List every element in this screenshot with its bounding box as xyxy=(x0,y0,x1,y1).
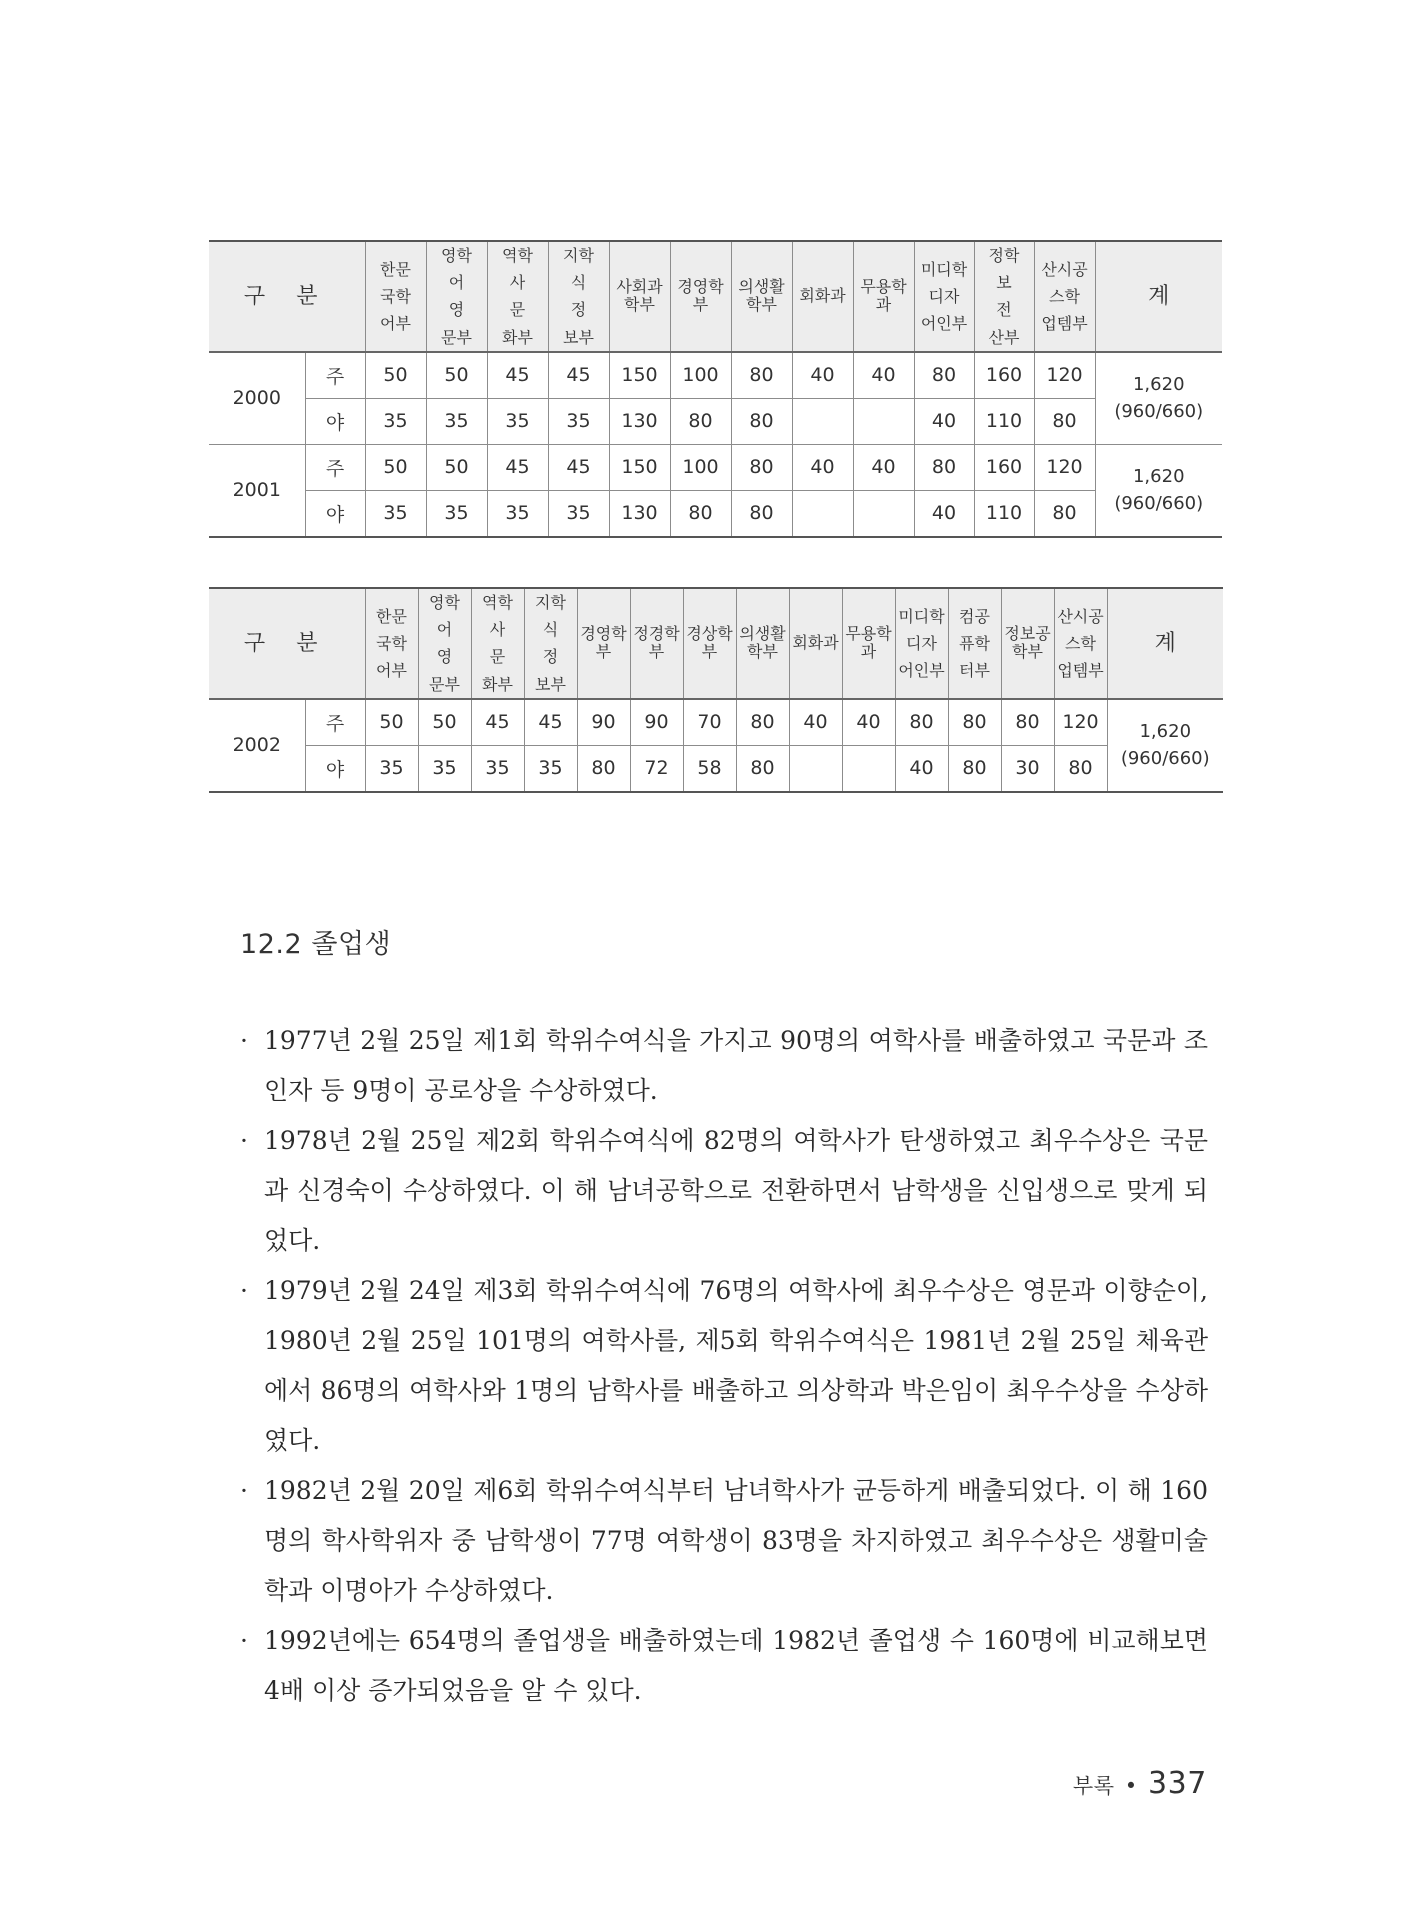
section-title: 12.2 졸업생 xyxy=(240,929,392,960)
header-total: 계 xyxy=(1107,588,1223,699)
column-header-line: 한문 xyxy=(376,606,407,626)
column-header-line: 업템부 xyxy=(1057,660,1104,680)
column-header-line: 퓨학 xyxy=(959,633,990,653)
bullet-mark: · xyxy=(240,1476,248,1505)
column-header xyxy=(471,588,524,699)
quota-cell: 35 xyxy=(365,745,418,792)
column-header-label: 경상학부 xyxy=(686,624,733,662)
column-header-line: 정 xyxy=(542,647,559,667)
quota-cell: 72 xyxy=(630,745,683,792)
quota-cell: 80 xyxy=(731,490,792,537)
column-header-label: 정보공학부 xyxy=(1004,624,1051,662)
column-header-line: 어인부 xyxy=(898,660,945,680)
column-header xyxy=(1054,588,1107,699)
quota-cell xyxy=(792,398,853,444)
column-header-line: 디자 xyxy=(906,633,937,653)
quota-cell: 50 xyxy=(418,699,471,746)
column-header-line: 어 xyxy=(448,273,465,293)
column-header-line: 터부 xyxy=(959,660,990,680)
column-header-line: 정학 xyxy=(988,246,1020,265)
quota-cell: 90 xyxy=(630,699,683,746)
column-header-line: 스학 xyxy=(1065,633,1096,653)
quota-cell: 160 xyxy=(974,444,1034,490)
quota-cell: 45 xyxy=(548,444,609,490)
total-cell xyxy=(1095,444,1222,537)
quota-table-2000-2001 xyxy=(209,240,1222,538)
column-header-line: 영 xyxy=(436,647,453,667)
quota-cell xyxy=(789,745,842,792)
column-header-line: 화부 xyxy=(482,674,513,694)
footer-label: 부록 xyxy=(1072,1774,1115,1798)
session-label: 야 xyxy=(305,490,365,537)
quota-cell: 45 xyxy=(548,352,609,399)
list-item-text: 1992년에는 654명의 졸업생을 배출하였는데 1982년 졸업생 수 160명에 비교해보면 4배 이상 증가되었음을 알 수 있다. xyxy=(264,1626,1208,1705)
quota-cell: 40 xyxy=(895,745,948,792)
page-footer xyxy=(1073,1766,1207,1801)
column-header-line: 전 xyxy=(996,300,1012,320)
column-header-line: 보부 xyxy=(563,327,594,347)
session-label: 야 xyxy=(305,398,365,444)
column-header-line: 역학 xyxy=(482,593,513,612)
table-row xyxy=(209,745,1223,792)
list-item-text: 1982년 2월 20일 제6회 학위수여식부터 남녀학사가 균등하게 배출되었다. 이 해 160명의 학사학위자 중 남학생이 77명 여학생이 83명을 차지하였고 최우수상은 생활미술학과 이명아가 수상하였다. xyxy=(264,1476,1208,1605)
quota-cell: 80 xyxy=(731,352,792,399)
column-header-line: 산시공 xyxy=(1057,606,1104,626)
quota-cell: 35 xyxy=(548,398,609,444)
quota-cell: 70 xyxy=(683,699,736,746)
column-header-label: 사회과학부 xyxy=(616,277,663,315)
quota-cell: 130 xyxy=(609,398,670,444)
column-header-line: 사 xyxy=(489,620,506,640)
table-row xyxy=(209,398,1222,444)
list-item xyxy=(240,1116,1208,1266)
column-header xyxy=(736,588,789,699)
quota-cell: 40 xyxy=(853,352,914,399)
quota-cell: 80 xyxy=(736,699,789,746)
column-header-line: 식 xyxy=(542,620,559,640)
column-header-line: 지학 xyxy=(535,593,566,612)
column-header-line: 보 xyxy=(996,273,1012,293)
column-header xyxy=(365,588,418,699)
table-row xyxy=(209,490,1222,537)
quota-cell: 150 xyxy=(609,444,670,490)
quota-cell: 120 xyxy=(1034,444,1095,490)
quota-cell: 45 xyxy=(471,699,524,746)
list-item xyxy=(240,1016,1208,1116)
quota-cell xyxy=(792,490,853,537)
quota-cell: 80 xyxy=(948,745,1001,792)
quota-cell: 40 xyxy=(792,444,853,490)
column-header-line: 디자 xyxy=(928,286,960,306)
quota-cell: 35 xyxy=(418,745,471,792)
quota-cell: 100 xyxy=(670,352,731,399)
quota-cell: 110 xyxy=(974,398,1034,444)
quota-cell: 160 xyxy=(974,352,1034,399)
quota-cell xyxy=(853,398,914,444)
total-cell xyxy=(1095,352,1222,445)
quota-cell: 50 xyxy=(426,352,487,399)
column-header xyxy=(948,588,1001,699)
quota-cell: 50 xyxy=(365,352,426,399)
quota-cell xyxy=(842,745,895,792)
column-header xyxy=(789,588,842,699)
column-header xyxy=(683,588,736,699)
column-header-line: 사 xyxy=(509,273,526,293)
total-breakdown: (960/660) xyxy=(1120,748,1210,770)
total-value: 1,620 xyxy=(1132,466,1185,488)
list-item-text: 1978년 2월 25일 제2회 학위수여식에 82명의 여학사가 탄생하였고 최우수상은 국문과 신경숙이 수상하였다. 이 해 남녀공학으로 전환하면서 남학생을 신입생으로 맞게 되었다. xyxy=(264,1126,1208,1255)
quota-cell: 35 xyxy=(365,490,426,537)
column-header-line: 어부 xyxy=(376,660,407,680)
quota-cell: 45 xyxy=(524,699,577,746)
quota-cell: 35 xyxy=(426,490,487,537)
footer-separator: • xyxy=(1124,1774,1138,1798)
quota-cell: 130 xyxy=(609,490,670,537)
header-gubun: 구 분 xyxy=(209,588,365,699)
column-header-line: 미디학 xyxy=(920,259,968,279)
column-header xyxy=(1034,241,1095,352)
table-row xyxy=(209,352,1222,399)
quota-cell: 35 xyxy=(365,398,426,444)
quota-cell: 120 xyxy=(1034,352,1095,399)
column-header-line: 어인부 xyxy=(920,313,968,333)
quota-cell: 40 xyxy=(789,699,842,746)
column-header-line: 화부 xyxy=(502,327,533,347)
list-item xyxy=(240,1466,1208,1616)
quota-cell: 40 xyxy=(842,699,895,746)
quota-table-2002 xyxy=(209,587,1223,793)
total-value: 1,620 xyxy=(1139,721,1192,743)
column-header-line: 문 xyxy=(489,647,506,667)
column-header-line: 산부 xyxy=(988,327,1020,347)
column-header-line: 문 xyxy=(509,300,526,320)
column-header-line: 산시공 xyxy=(1041,259,1088,279)
quota-cell: 110 xyxy=(974,490,1034,537)
quota-cell: 80 xyxy=(895,699,948,746)
quota-cell: 30 xyxy=(1001,745,1054,792)
column-header-line: 어 xyxy=(436,620,453,640)
quota-cell: 35 xyxy=(471,745,524,792)
bullet-mark: · xyxy=(240,1276,248,1305)
quota-cell: 80 xyxy=(731,398,792,444)
list-item-text: 1977년 2월 25일 제1회 학위수여식을 가지고 90명의 여학사를 배출하였고 국문과 조인자 등 9명이 공로상을 수상하였다. xyxy=(264,1026,1208,1105)
quota-cell: 80 xyxy=(1034,398,1095,444)
quota-cell: 150 xyxy=(609,352,670,399)
quota-cell: 45 xyxy=(487,352,548,399)
column-header-label: 정경학부 xyxy=(633,624,680,662)
bullet-mark: · xyxy=(240,1126,248,1155)
year-cell: 2001 xyxy=(209,444,305,537)
quota-cell: 40 xyxy=(792,352,853,399)
page-number: 337 xyxy=(1147,1766,1207,1801)
quota-cell xyxy=(853,490,914,537)
column-header xyxy=(577,588,630,699)
column-header-line: 한문 xyxy=(380,259,411,279)
quota-cell: 50 xyxy=(426,444,487,490)
column-header-line: 문부 xyxy=(429,674,460,694)
quota-cell: 40 xyxy=(853,444,914,490)
column-header-line: 영 xyxy=(448,300,465,320)
column-header xyxy=(487,241,548,352)
session-label: 주 xyxy=(305,699,365,746)
column-header-line: 영학 xyxy=(441,246,472,265)
column-header xyxy=(524,588,577,699)
column-header-line: 보부 xyxy=(535,674,566,694)
column-header-line: 스학 xyxy=(1049,286,1080,306)
quota-cell: 120 xyxy=(1054,699,1107,746)
column-header-label: 경영학부 xyxy=(580,624,627,662)
column-header xyxy=(630,588,683,699)
column-header xyxy=(792,241,853,352)
total-breakdown: (960/660) xyxy=(1114,493,1204,515)
session-label: 주 xyxy=(305,444,365,490)
column-header xyxy=(670,241,731,352)
quota-cell: 35 xyxy=(524,745,577,792)
graduates-list xyxy=(240,1016,1208,1716)
column-header xyxy=(365,241,426,352)
list-item xyxy=(240,1616,1208,1716)
column-header-line: 미디학 xyxy=(898,606,945,626)
column-header xyxy=(731,241,792,352)
column-header-line: 정 xyxy=(570,300,587,320)
column-header-line: 문부 xyxy=(441,327,472,347)
quota-cell: 80 xyxy=(1034,490,1095,537)
column-header-label: 의생활학부 xyxy=(738,277,785,315)
table-row xyxy=(209,444,1222,490)
column-header xyxy=(895,588,948,699)
column-header-line: 식 xyxy=(570,273,587,293)
column-header xyxy=(418,588,471,699)
quota-cell: 35 xyxy=(487,398,548,444)
column-header xyxy=(1001,588,1054,699)
column-header-line: 어부 xyxy=(380,313,411,333)
header-gubun: 구 분 xyxy=(209,241,365,352)
session-label: 야 xyxy=(305,745,365,792)
year-cell: 2000 xyxy=(209,352,305,445)
quota-cell: 80 xyxy=(577,745,630,792)
total-breakdown: (960/660) xyxy=(1114,401,1204,423)
column-header xyxy=(842,588,895,699)
list-item-text: 1979년 2월 24일 제3회 학위수여식에 76명의 여학사에 최우수상은 영문과 이향순이, 1980년 2월 25일 101명의 여학사를, 제5회 학위수여식은 1981년 2월 25일 체육관에서 86명의 여학사와 1명의 남학사를 배출하고 의상학과 박은임이 최우수상을 수상하였다. xyxy=(264,1276,1208,1455)
column-header-label: 무용학과 xyxy=(860,277,907,315)
column-header xyxy=(974,241,1034,352)
quota-cell: 80 xyxy=(670,490,731,537)
column-header xyxy=(914,241,974,352)
column-header-label: 의생활학부 xyxy=(739,624,786,662)
quota-cell: 80 xyxy=(736,745,789,792)
quota-cell: 50 xyxy=(365,699,418,746)
quota-cell: 80 xyxy=(1054,745,1107,792)
column-header-line: 지학 xyxy=(563,246,594,265)
quota-cell: 50 xyxy=(365,444,426,490)
column-header-line: 국학 xyxy=(380,286,411,306)
quota-cell: 90 xyxy=(577,699,630,746)
quota-cell: 40 xyxy=(914,490,974,537)
quota-cell: 35 xyxy=(487,490,548,537)
header-total: 계 xyxy=(1095,241,1222,352)
table-row xyxy=(209,699,1223,746)
quota-cell: 80 xyxy=(948,699,1001,746)
column-header xyxy=(853,241,914,352)
quota-cell: 100 xyxy=(670,444,731,490)
bullet-mark: · xyxy=(240,1626,248,1655)
quota-cell: 35 xyxy=(426,398,487,444)
session-label: 주 xyxy=(305,352,365,399)
column-header-line: 역학 xyxy=(502,246,533,265)
quota-cell: 40 xyxy=(914,398,974,444)
quota-cell: 80 xyxy=(670,398,731,444)
column-header-line: 영학 xyxy=(429,593,460,612)
total-value: 1,620 xyxy=(1132,374,1185,396)
quota-cell: 80 xyxy=(914,444,974,490)
quota-cell: 80 xyxy=(731,444,792,490)
column-header xyxy=(426,241,487,352)
quota-cell: 45 xyxy=(487,444,548,490)
quota-cell: 80 xyxy=(1001,699,1054,746)
total-cell xyxy=(1107,699,1223,792)
column-header xyxy=(548,241,609,352)
bullet-mark: · xyxy=(240,1026,248,1055)
quota-cell: 80 xyxy=(914,352,974,399)
column-header-label: 무용학과 xyxy=(845,624,892,662)
column-header-label: 경영학부 xyxy=(677,277,724,315)
column-header-line: 업템부 xyxy=(1041,313,1088,333)
quota-cell: 35 xyxy=(548,490,609,537)
column-header-label: 회화과 xyxy=(799,286,846,306)
quota-cell: 58 xyxy=(683,745,736,792)
column-header xyxy=(609,241,670,352)
column-header-line: 국학 xyxy=(376,633,407,653)
column-header-line: 컴공 xyxy=(959,606,990,626)
list-item xyxy=(240,1266,1208,1466)
year-cell: 2002 xyxy=(209,699,305,792)
column-header-label: 회화과 xyxy=(792,633,839,653)
